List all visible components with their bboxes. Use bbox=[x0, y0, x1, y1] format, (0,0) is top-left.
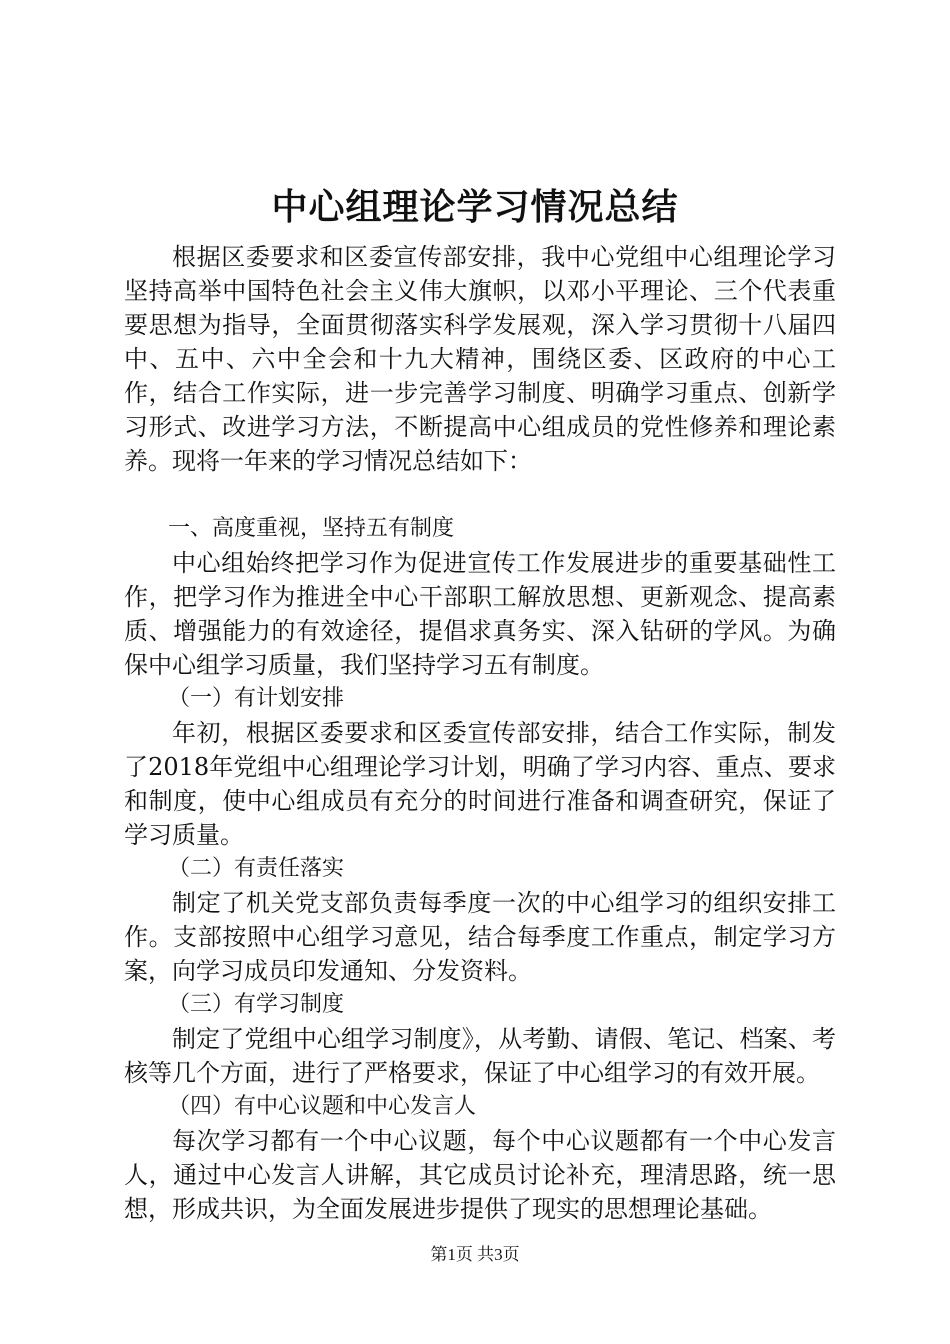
section-paragraph: 中心组始终把学习作为促进宣传工作发展进步的重要基础性工作，把学习作为推进全中心干部职工解放思想、更新观念、提高素质、增强能力的有效途径，提倡求真务实、深入钻研的学风。为确保中心组学习质量，我们坚持学习五有制度。 bbox=[124, 549, 836, 679]
subsection-paragraph: 制定了机关党支部负责每季度一次的中心组学习的组织安排工作。支部按照中心组学习意见，结合每季度工作重点，制定学习方案，向学习成员印发通知、分发资料。 bbox=[124, 889, 836, 985]
subsection-paragraph: 制定了党组中心组学习制度》，从考勤、请假、笔记、档案、考核等几个方面，进行了严格要求，保证了中心组学习的有效开展。 bbox=[124, 1025, 836, 1087]
subsection-paragraph: 每次学习都有一个中心议题，每个中心议题都有一个中心发言人，通过中心发言人讲解，其它成员讨论补充，理清思路，统一思想，形成共识，为全面发展进步提供了现实的思想理论基础。 bbox=[124, 1127, 836, 1223]
document-body bbox=[124, 240, 836, 1226]
subsection-heading: （三）有学习制度 bbox=[168, 992, 345, 1017]
section-heading: 一、高度重视，坚持五有制度 bbox=[168, 516, 455, 541]
subsection-heading: （二）有责任落实 bbox=[168, 856, 345, 881]
intro-paragraph: 根据区委要求和区委宣传部安排，我中心党组中心组理论学习坚持高举中国特色社会主义伟大旗帜，以邓小平理论、三个代表重要思想为指导，全面贯彻落实科学发展观，深入学习贯彻十八届四中、五中、六中全会和十九大精神，围绕区委、区政府的中心工作，结合工作实际，进一步完善学习制度、明确学习重点、创新学习形式、改进学习方法，不断提高中心组成员的党性修养和理论素养。现将一年来的学习情况总结如下： bbox=[124, 243, 836, 475]
paragraph-gap bbox=[124, 478, 836, 512]
page-number-footer: 第1页 共3页 bbox=[430, 1245, 520, 1264]
subsection-heading: （一）有计划安排 bbox=[168, 686, 345, 711]
subsection-paragraph: 年初，根据区委要求和区委宣传部安排，结合工作实际，制发了2018年党组中心组理论学习计划，明确了学习内容、重点、要求和制度，使中心组成员有充分的时间进行准备和调查研究，保证了学习质量。 bbox=[124, 719, 836, 849]
subsection-heading: （四）有中心议题和中心发言人 bbox=[168, 1094, 477, 1119]
document-title: 中心组理论学习情况总结 bbox=[271, 186, 679, 228]
